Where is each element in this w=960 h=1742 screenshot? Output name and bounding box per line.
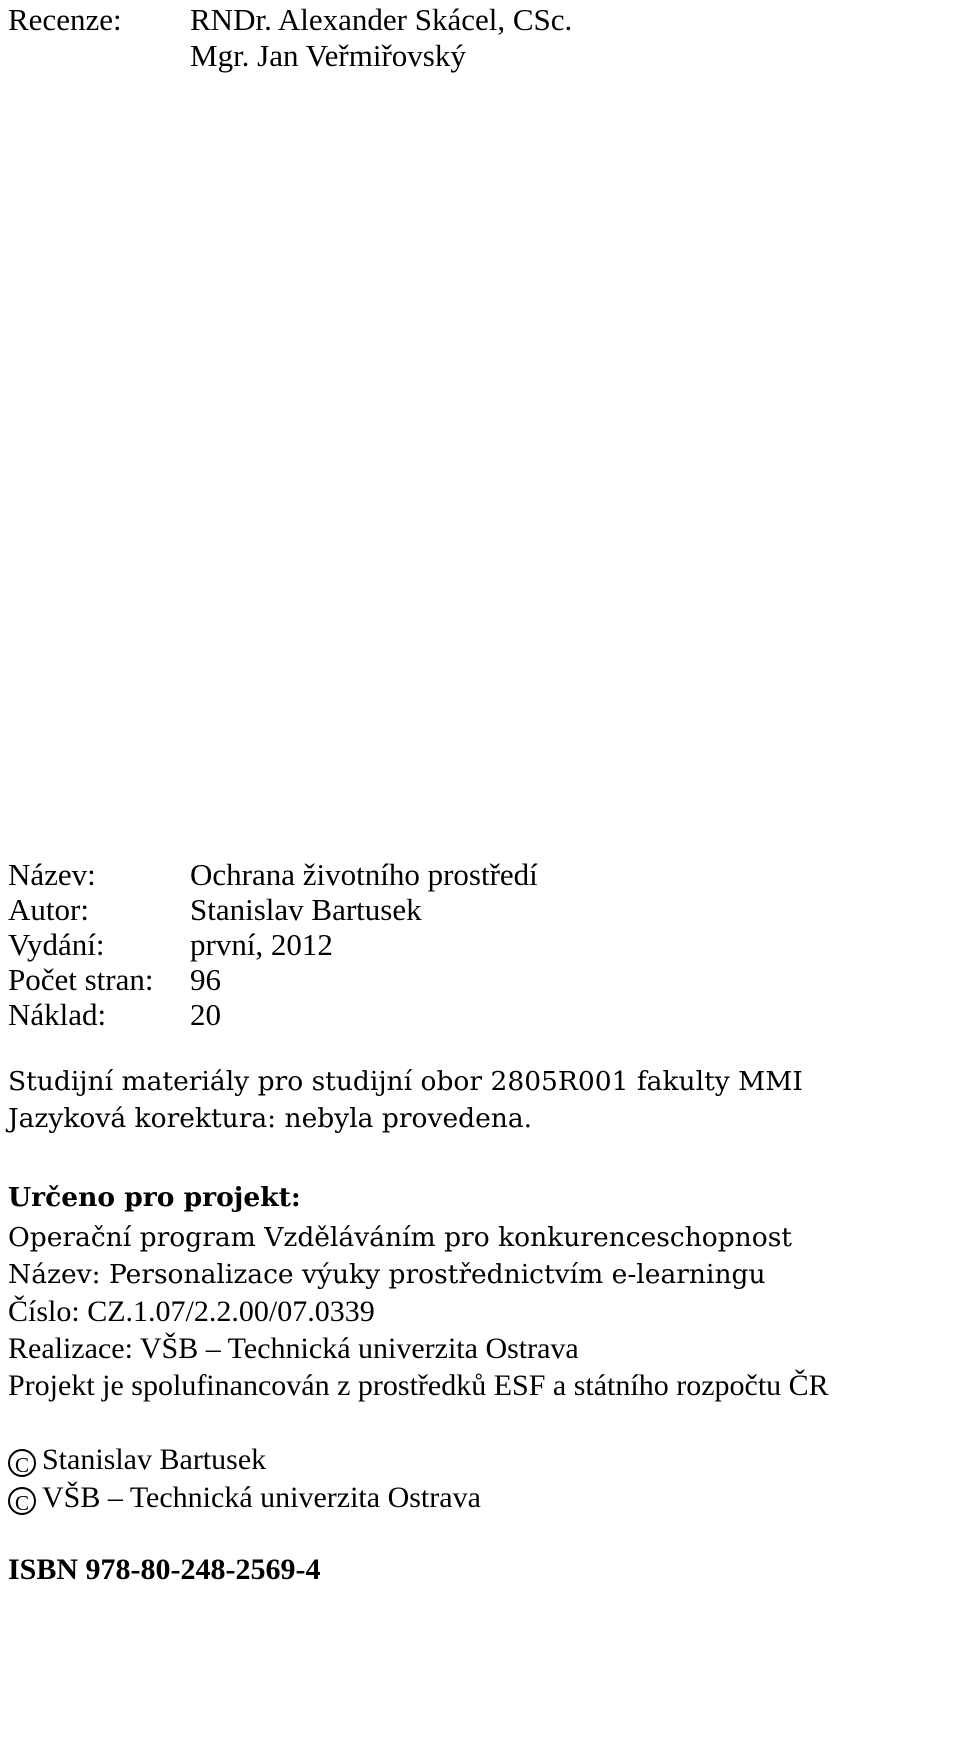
book-info-label: Vydání: bbox=[8, 927, 105, 962]
study-note: Studijní materiály pro studijní obor 2805R001 fakulty MMI bbox=[8, 1066, 803, 1097]
reviewer-name-1: RNDr. Alexander Skácel, CSc. bbox=[190, 2, 573, 37]
book-info-value: Ochrana životního prostředí bbox=[190, 857, 538, 892]
book-info-label: Náklad: bbox=[8, 997, 107, 1032]
book-info-edition-row bbox=[8, 927, 333, 962]
book-info-label: Název: bbox=[8, 857, 96, 892]
book-info-label: Autor: bbox=[8, 892, 89, 927]
book-info-author-row bbox=[8, 892, 422, 927]
book-info-value: Stanislav Bartusek bbox=[190, 892, 422, 927]
copyright-holder: VŠB – Technická univerzita Ostrava bbox=[42, 1481, 481, 1514]
book-info-label: Počet stran: bbox=[8, 962, 154, 997]
book-info-value: první, 2012 bbox=[190, 927, 333, 962]
project-line: Operační program Vzděláváním pro konkurenceschopnost bbox=[8, 1222, 792, 1253]
copyright-holder: Stanislav Bartusek bbox=[42, 1443, 267, 1476]
copyright-row bbox=[8, 1445, 266, 1477]
reviewers-label: Recenze: bbox=[8, 2, 122, 37]
copyright-row bbox=[8, 1483, 481, 1515]
project-heading: Určeno pro projekt: bbox=[8, 1182, 301, 1213]
reviewer-name-2: Mgr. Jan Veřmiřovský bbox=[190, 38, 466, 73]
book-info-value: 96 bbox=[190, 962, 221, 997]
book-info-value: 20 bbox=[190, 997, 221, 1032]
project-line: Název: Personalizace výuky prostřednictvím e-learningu bbox=[8, 1259, 766, 1290]
project-line: Realizace: VŠB – Technická univerzita Ostrava bbox=[8, 1332, 579, 1365]
reviewers-row bbox=[8, 2, 573, 37]
study-note: Jazyková korektura: nebyla provedena. bbox=[8, 1103, 533, 1134]
isbn: ISBN 978-80-248-2569-4 bbox=[8, 1553, 321, 1586]
book-info-pages-row bbox=[8, 962, 221, 997]
copyright-icon: C bbox=[8, 1487, 36, 1515]
project-line: Projekt je spolufinancován z prostředků ESF a státního rozpočtu ČR bbox=[8, 1369, 829, 1402]
book-info-title-row bbox=[8, 857, 538, 892]
copyright-icon: C bbox=[8, 1449, 36, 1477]
project-line: Číslo: CZ.1.07/2.2.00/07.0339 bbox=[8, 1295, 375, 1328]
book-info-copies-row bbox=[8, 997, 221, 1032]
